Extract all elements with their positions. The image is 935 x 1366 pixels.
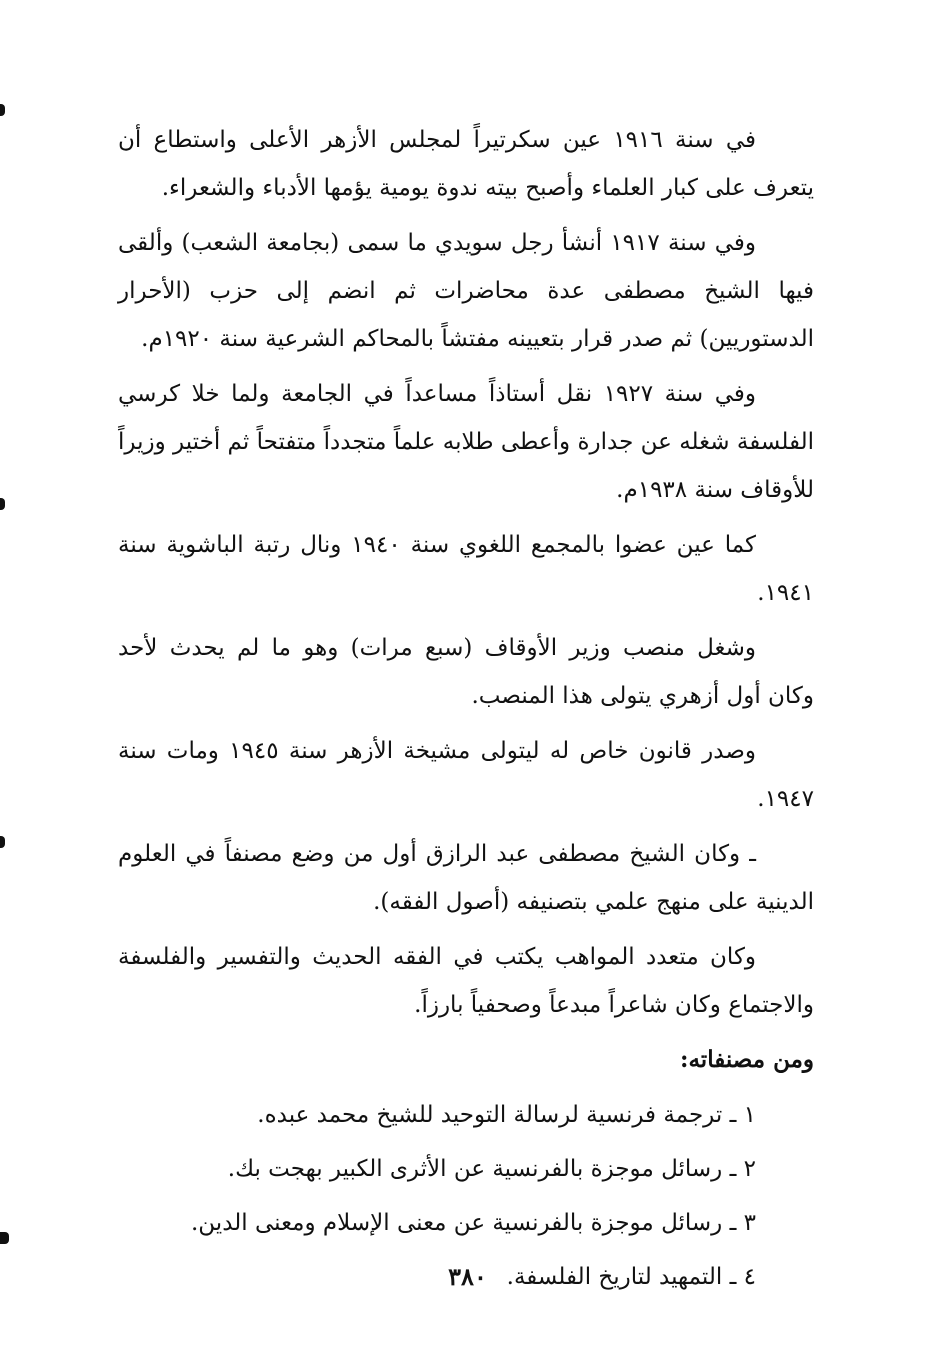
scan-edge-mark [0, 836, 5, 848]
list-item: ١ ـ ترجمة فرنسية لرسالة التوحيد للشيخ محمد عبده. [257, 1102, 756, 1128]
paragraph: وفي سنة ١٩٢٧ نقل أستاذاً مساعداً في الجامعة ولما خلا كرسي الفلسفة شغله عن جدارة وأعطى طلابه علماً متجدداً متفتحاً ثم أختير وزيراً للأوقاف سنة ١٩٣٨م. [118, 381, 814, 503]
scan-edge-mark [0, 1232, 9, 1244]
paragraph: وكان متعدد المواهب يكتب في الفقه الحديث والتفسير والفلسفة والاجتماع وكان شاعراً مبدعاً وصحفياً بارزاً. [118, 944, 814, 1018]
paragraph: كما عين عضوا بالمجمع اللغوي سنة ١٩٤٠ ونال رتبة الباشوية سنة ١٩٤١. [118, 532, 814, 606]
scan-edge-mark [0, 498, 5, 510]
paragraph: وشغل منصب وزير الأوقاف (سبع مرات) وهو ما لم يحدث لأحد وكان أول أزهري يتولى هذا المنصب. [118, 635, 814, 709]
works-heading: ومن مصنفاته: [679, 1046, 814, 1073]
paragraph: في سنة ١٩١٦ عين سكرتيراً لمجلس الأزهر الأعلى واستطاع أن يتعرف على كبار العلماء وأصبح بيته ندوة يومية يؤمها الأدباء والشعراء. [118, 127, 814, 201]
page-number: ٣٨٠ [448, 1262, 487, 1291]
paragraph: وفي سنة ١٩١٧ أنشأ رجل سويدي ما سمى (بجامعة الشعب) وألقى فيها الشيخ مصطفى عدة محاضرات ثم انضم إلى حزب (الأحرار الدستوريين) ثم صدر قرار بتعيينه مفتشاً بالمحاكم الشرعية سنة ١٩٢٠م. [118, 230, 814, 352]
paragraph: ـ وكان الشيخ مصطفى عبد الرازق أول من وضع مصنفاً في العلوم الدينية على منهج علمي بتصنيفه (أصول الفقه). [118, 841, 814, 915]
list-item: ٤ ـ التمهيد لتاريخ الفلسفة. [506, 1264, 756, 1290]
paragraph: وصدر قانون خاص له ليتولى مشيخة الأزهر سنة ١٩٤٥ ومات سنة ١٩٤٧. [118, 738, 814, 812]
body-text [118, 116, 814, 1304]
scan-edge-mark [0, 104, 5, 116]
list-item: ٢ ـ رسائل موجزة بالفرنسية عن الأثرى الكبير بهجت بك. [227, 1156, 756, 1182]
list-item: ٣ ـ رسائل موجزة بالفرنسية عن معنى الإسلام ومعنى الدين. [190, 1210, 756, 1236]
